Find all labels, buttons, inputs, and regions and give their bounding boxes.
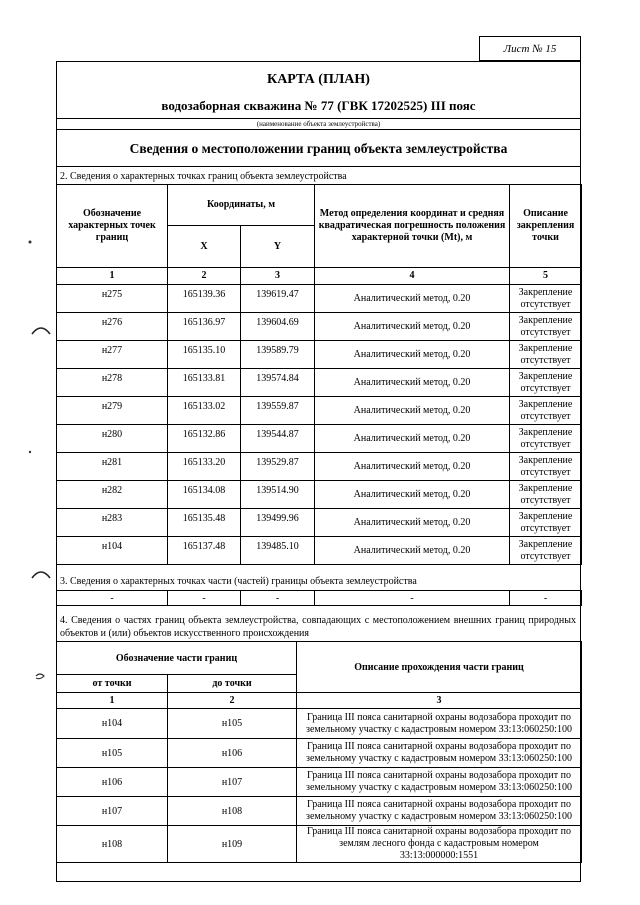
method-cell: Аналитический метод, 0.20 (315, 369, 510, 397)
x-cell: 165135.48 (168, 509, 241, 537)
col-part-header: Обозначение части границ (57, 642, 297, 675)
method-cell: Аналитический метод, 0.20 (315, 453, 510, 481)
table-row (57, 341, 582, 369)
section4-heading: 4. Сведения о частях границ объекта землеустройства, совпадающих с местоположением внешних границ природных объектов и (или) объектов искусственного происхождения (60, 615, 576, 639)
col-x-header: X (168, 226, 241, 268)
col-num: 3 (297, 693, 582, 709)
col-num: 2 (168, 693, 297, 709)
point-cell: н283 (57, 509, 168, 537)
table-row (57, 397, 582, 425)
col-num: 4 (315, 268, 510, 285)
dash-cell: - (168, 591, 241, 606)
desc-cell: Закрепление отсутствует (510, 313, 582, 341)
col-pass-desc-header: Описание прохождения части границ (297, 642, 582, 693)
y-cell: 139544.87 (241, 425, 315, 453)
x-cell: 165139.36 (168, 285, 241, 313)
pass-desc-cell: Граница III пояса санитарной охраны водозабора проходит по земельному участку с кадастровым номером 33:13:060250:100 (297, 797, 582, 826)
col-num: 3 (241, 268, 315, 285)
table-row (57, 453, 582, 481)
to-cell: н108 (168, 797, 297, 826)
y-cell: 139529.87 (241, 453, 315, 481)
x-cell: 165136.97 (168, 313, 241, 341)
dash-cell: - (510, 591, 582, 606)
table-row (57, 481, 582, 509)
x-cell: 165133.81 (168, 369, 241, 397)
x-cell: 165133.02 (168, 397, 241, 425)
method-cell: Аналитический метод, 0.20 (315, 341, 510, 369)
object-caption: (наименование объекта землеустройства) (256, 120, 381, 128)
dash-cell: - (57, 591, 168, 606)
from-cell: н104 (57, 709, 168, 739)
point-cell: н280 (57, 425, 168, 453)
desc-cell: Закрепление отсутствует (510, 369, 582, 397)
point-cell: н279 (57, 397, 168, 425)
col-num: 1 (57, 268, 168, 285)
pass-desc-cell: Граница III пояса санитарной охраны водозабора проходит по земельному участку с кадастровым номером 33:13:060250:100 (297, 709, 582, 739)
x-cell: 165137.48 (168, 537, 241, 565)
method-cell: Аналитический метод, 0.20 (315, 537, 510, 565)
col-to-header: до точки (168, 675, 297, 693)
y-cell: 139589.79 (241, 341, 315, 369)
table-row (57, 768, 582, 797)
desc-cell: Закрепление отсутствует (510, 285, 582, 313)
y-cell: 139559.87 (241, 397, 315, 425)
page-title: КАРТА (ПЛАН) (267, 72, 370, 87)
desc-cell: Закрепление отсутствует (510, 481, 582, 509)
pass-desc-cell: Граница III пояса санитарной охраны водозабора проходит по земельному участку с кадастровым номером 33:13:060250:100 (297, 739, 582, 768)
table-row (57, 537, 582, 565)
table-row (57, 739, 582, 768)
point-cell: н282 (57, 481, 168, 509)
desc-cell: Закрепление отсутствует (510, 397, 582, 425)
y-cell: 139604.69 (241, 313, 315, 341)
method-cell: Аналитический метод, 0.20 (315, 481, 510, 509)
col-method-header: Метод определения координат и средняя квадратическая погрешность положения характерной точки (Mt), м (315, 185, 510, 268)
col-from-header: от точки (57, 675, 168, 693)
table-row (57, 425, 582, 453)
dash-cell: - (315, 591, 510, 606)
col-num: 1 (57, 693, 168, 709)
point-cell: н275 (57, 285, 168, 313)
from-cell: н108 (57, 826, 168, 863)
from-cell: н106 (57, 768, 168, 797)
desc-cell: Закрепление отсутствует (510, 537, 582, 565)
to-cell: н105 (168, 709, 297, 739)
desc-cell: Закрепление отсутствует (510, 453, 582, 481)
y-cell: 139485.10 (241, 537, 315, 565)
point-cell: н104 (57, 537, 168, 565)
method-cell: Аналитический метод, 0.20 (315, 285, 510, 313)
from-cell: н107 (57, 797, 168, 826)
point-cell: н278 (57, 369, 168, 397)
x-cell: 165134.08 (168, 481, 241, 509)
desc-cell: Закрепление отсутствует (510, 425, 582, 453)
scan-dot-icon (34, 670, 46, 682)
method-cell: Аналитический метод, 0.20 (315, 397, 510, 425)
desc-cell: Закрепление отсутствует (510, 509, 582, 537)
y-cell: 139514.90 (241, 481, 315, 509)
dash-cell: - (241, 591, 315, 606)
table-row (57, 369, 582, 397)
col-desc-header: Описание закрепления точки (510, 185, 582, 268)
object-name: водозаборная скважина № 77 (ГВК 17202525) III пояс (161, 98, 476, 113)
section3-heading: 3. Сведения о характерных точках части (частей) границы объекта землеустройства (60, 576, 417, 587)
y-cell: 139574.84 (241, 369, 315, 397)
to-cell: н109 (168, 826, 297, 863)
col-coords-header: Координаты, м (168, 185, 315, 226)
table-row (57, 285, 582, 313)
to-cell: н106 (168, 739, 297, 768)
section-title: Сведения о местоположении границ объекта землеустройства (129, 141, 508, 156)
part-points-table (56, 590, 582, 606)
point-cell: н276 (57, 313, 168, 341)
y-cell: 139619.47 (241, 285, 315, 313)
point-cell: н277 (57, 341, 168, 369)
x-cell: 165135.10 (168, 341, 241, 369)
method-cell: Аналитический метод, 0.20 (315, 313, 510, 341)
table-row (57, 709, 582, 739)
y-cell: 139499.96 (241, 509, 315, 537)
to-cell: н107 (168, 768, 297, 797)
x-cell: 165133.20 (168, 453, 241, 481)
scan-dot-icon (26, 448, 34, 456)
table-row (57, 826, 582, 863)
method-cell: Аналитический метод, 0.20 (315, 509, 510, 537)
from-cell: н105 (57, 739, 168, 768)
method-cell: Аналитический метод, 0.20 (315, 425, 510, 453)
point-cell: н281 (57, 453, 168, 481)
pass-desc-cell: Граница III пояса санитарной охраны водозабора проходит по земельному участку с кадастровым номером 33:13:060250:100 (297, 768, 582, 797)
binding-mark-icon (30, 322, 52, 336)
table-row (57, 313, 582, 341)
col-num: 2 (168, 268, 241, 285)
col-y-header: Y (241, 226, 315, 268)
table-row (57, 797, 582, 826)
sheet-number: Лист № 15 (479, 36, 581, 61)
col-num: 5 (510, 268, 582, 285)
x-cell: 165132.86 (168, 425, 241, 453)
binding-mark-icon (30, 566, 52, 580)
desc-cell: Закрепление отсутствует (510, 341, 582, 369)
borders-table (56, 641, 582, 863)
points-table (56, 184, 582, 565)
section2-heading: 2. Сведения о характерных точках границ объекта землеустройства (60, 171, 347, 182)
scan-dot-icon (26, 238, 34, 246)
table-row (57, 509, 582, 537)
pass-desc-cell: Граница III пояса санитарной охраны водозабора проходит по землям лесного фонда с кадастровым номером 33:13:000000:1551 (297, 826, 582, 863)
col-point-header: Обозначение характерных точек границ (57, 185, 168, 268)
